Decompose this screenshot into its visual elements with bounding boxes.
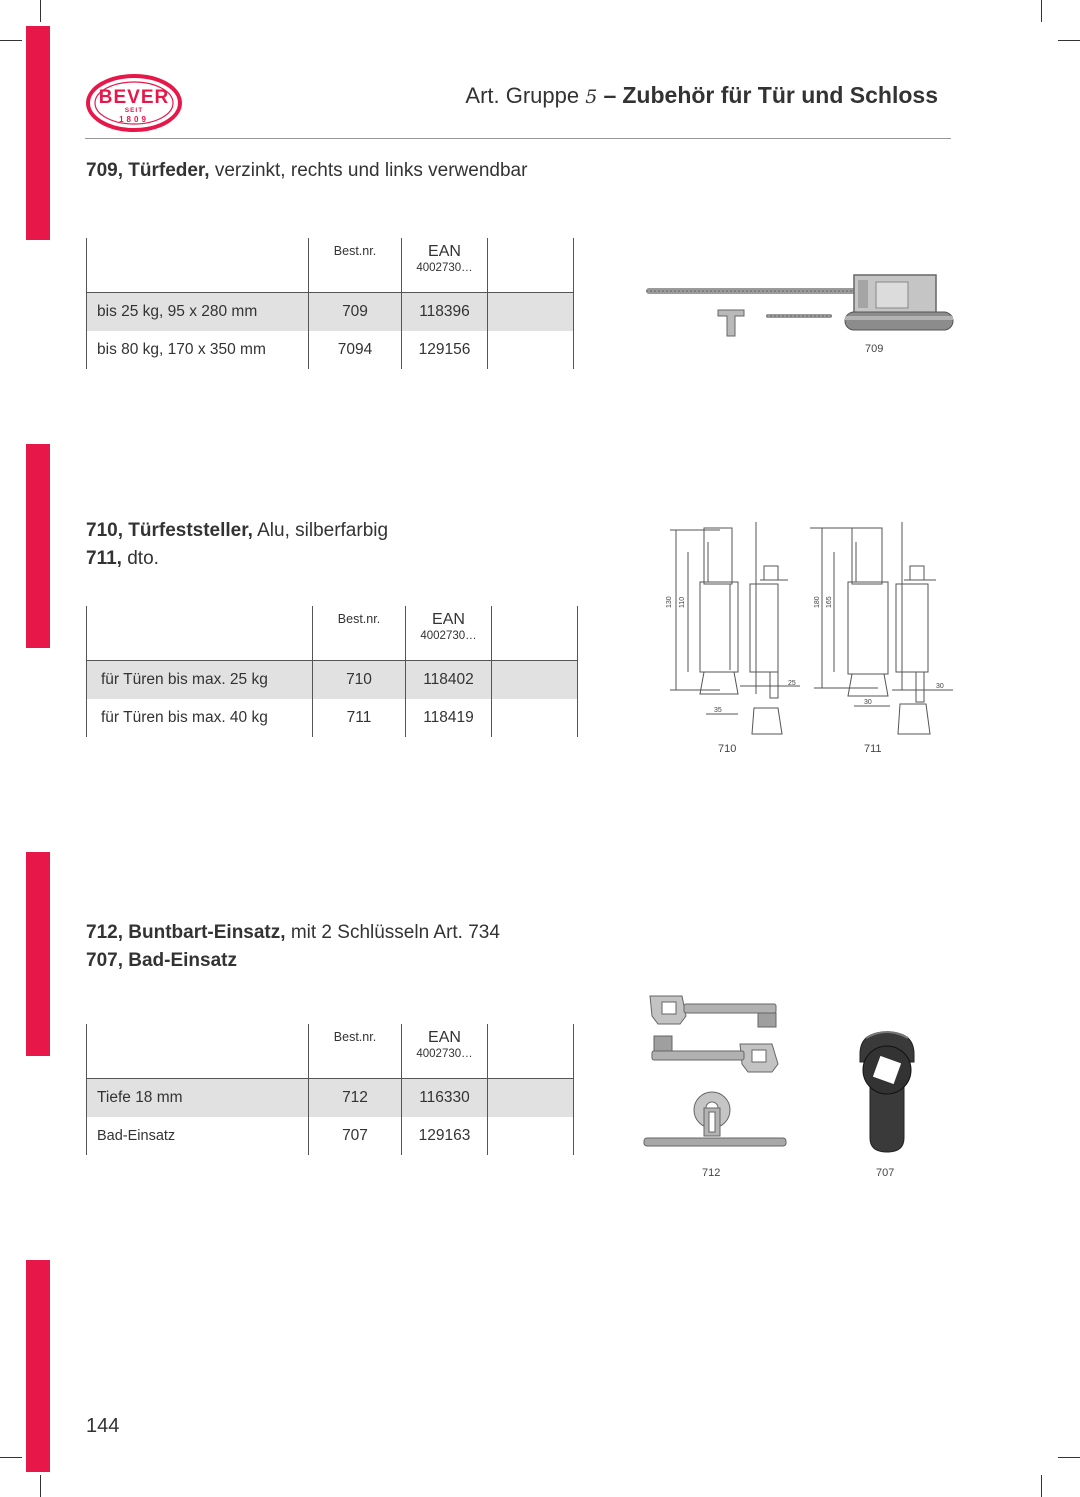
bit-insert-with-keys-image (640, 988, 790, 1164)
col-ean-prefix: 4002730… (420, 630, 477, 642)
product-table (86, 238, 574, 369)
row-bestnr: 707 (309, 1117, 402, 1155)
dim-label: 110 (679, 596, 686, 608)
table-row (87, 699, 578, 737)
row-ean: 118419 (406, 699, 492, 737)
section-title2-bold: 707, Bad-Einsatz (86, 950, 237, 971)
col-ean (402, 238, 488, 293)
logo-brand: BEVER (98, 87, 170, 108)
row-bestnr: 710 (313, 661, 406, 700)
table-row (87, 1079, 574, 1118)
crop-mark (1058, 1457, 1080, 1458)
bever-logo (84, 73, 184, 133)
page-header (465, 82, 938, 109)
page-number: 144 (86, 1415, 120, 1437)
row-bestnr: 709 (309, 293, 402, 332)
header-group-number: 5 (585, 86, 598, 108)
dim-label: 130 (666, 596, 673, 608)
crop-mark (40, 0, 41, 22)
row-ean: 129156 (402, 331, 488, 369)
side-tab (26, 1260, 50, 1472)
row-ean: 118402 (406, 661, 492, 700)
door-stop-711-drawing (808, 522, 953, 742)
row-desc: für Türen bis max. 25 kg (87, 661, 313, 700)
image-caption: 707 (876, 1167, 895, 1179)
side-tab (26, 26, 50, 240)
section-title (86, 919, 500, 975)
door-spring-image (640, 272, 960, 344)
col-bestnr: Best.nr. (313, 606, 406, 661)
col-ean (406, 606, 492, 661)
product-table (86, 606, 578, 737)
image-caption: 709 (865, 343, 884, 355)
dim-label: 165 (826, 596, 833, 608)
crop-mark (0, 1457, 22, 1458)
row-desc: Tiefe 18 mm (87, 1079, 309, 1118)
table-row (87, 331, 574, 369)
dim-label: 25 (788, 680, 796, 687)
row-desc: Bad-Einsatz (87, 1117, 309, 1155)
row-bestnr: 7094 (309, 331, 402, 369)
image-caption: 710 (718, 743, 737, 755)
crop-mark (0, 40, 22, 41)
logo-seit: SEIT (124, 107, 144, 114)
col-bestnr: Best.nr. (309, 1024, 402, 1079)
col-ean-prefix: 4002730… (416, 262, 473, 274)
section-title-rest: verzinkt, rechts und links verwendbar (214, 160, 528, 181)
crop-mark (1041, 0, 1042, 22)
table-row (87, 661, 578, 700)
header-rule (85, 138, 951, 139)
bath-insert-image (852, 1028, 922, 1158)
dim-label: 30 (936, 683, 944, 690)
section-title (86, 517, 388, 573)
header-title: Zubehör für Tür und Schloss (622, 82, 938, 108)
col-ean-prefix: 4002730… (416, 1048, 473, 1060)
logo-year: 1809 (119, 115, 149, 124)
col-ean-label: EAN (428, 243, 461, 260)
dim-label: 30 (864, 699, 872, 706)
image-caption: 711 (864, 743, 882, 755)
header-prefix: Art. Gruppe (465, 83, 580, 108)
table-row (87, 293, 574, 332)
section-title-bold: 712, Buntbart-Einsatz, (86, 922, 286, 943)
section-title2-bold: 711, (86, 548, 122, 569)
section-title-rest: mit 2 Schlüsseln Art. 734 (290, 922, 500, 943)
row-bestnr: 712 (309, 1079, 402, 1118)
dim-label: 180 (814, 596, 821, 608)
crop-mark (1041, 1475, 1042, 1497)
side-tab (26, 444, 50, 648)
crop-mark (40, 1475, 41, 1497)
crop-mark (1058, 40, 1080, 41)
row-desc: bis 80 kg, 170 x 350 mm (87, 331, 309, 369)
col-ean-label: EAN (432, 611, 465, 628)
col-ean (402, 1024, 488, 1079)
row-bestnr: 711 (313, 699, 406, 737)
section-title (86, 157, 527, 185)
door-stop-710-drawing (660, 522, 800, 742)
table-row (87, 1117, 574, 1155)
col-ean-label: EAN (428, 1029, 461, 1046)
col-bestnr: Best.nr. (309, 238, 402, 293)
section-title-rest: Alu, silberfarbig (257, 520, 389, 541)
product-table (86, 1024, 574, 1155)
row-ean: 118396 (402, 293, 488, 332)
image-caption: 712 (702, 1167, 721, 1179)
row-ean: 116330 (402, 1079, 488, 1118)
header-dash: – (603, 82, 617, 108)
section-title2-rest: dto. (127, 548, 159, 569)
row-ean: 129163 (402, 1117, 488, 1155)
row-desc: bis 25 kg, 95 x 280 mm (87, 293, 309, 332)
side-tab (26, 852, 50, 1056)
section-title-bold: 710, Türfeststeller, (86, 520, 253, 541)
section-title-bold: 709, Türfeder, (86, 160, 210, 181)
dim-label: 35 (714, 707, 722, 714)
row-desc: für Türen bis max. 40 kg (87, 699, 313, 737)
